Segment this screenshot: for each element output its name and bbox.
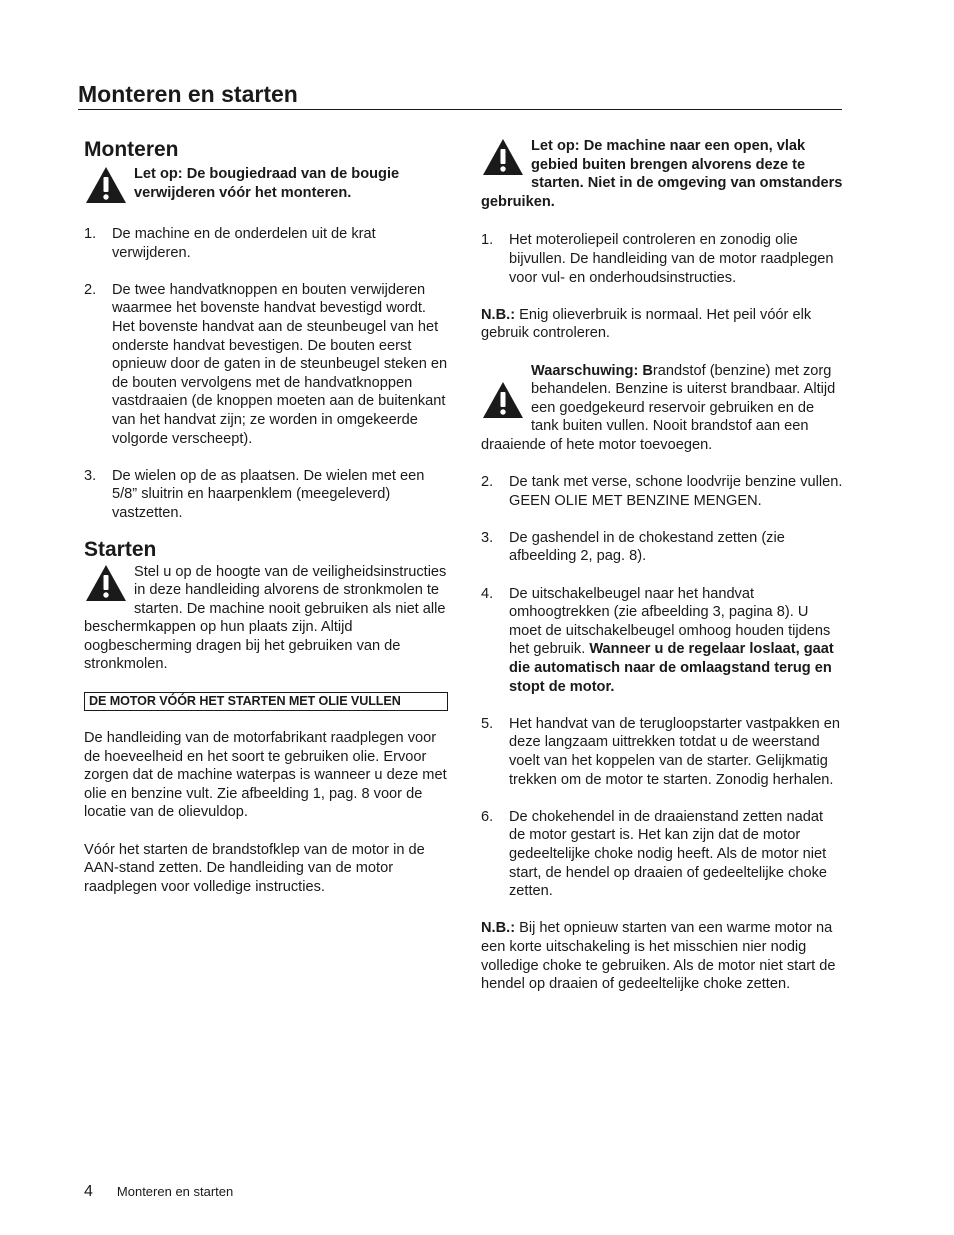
- step-number: 2.: [481, 474, 494, 491]
- warning-body: randstof (benzine) met zorg behandelen. Benzine is uiterst brandbaar. Altijd een goedgekeurd reservoir gebruiken en de tank buiten vullen. Nooit brandstof aan een draaiende of hete motor toevoegen.: [481, 362, 836, 453]
- list-item: [84, 467, 448, 523]
- step-number: 5.: [481, 715, 494, 732]
- starten-heading: Starten: [84, 537, 157, 561]
- note-text: Enig olieverbruik is normaal. Het peil vóór elk gebruik controleren.: [481, 306, 812, 342]
- left-column: [84, 137, 448, 896]
- step-text-bold: Wanneer u de regelaar loslaat, gaat die automatisch naar de omlaagstand terug en stopt de motor.: [509, 641, 834, 695]
- right-column: [481, 137, 843, 994]
- area-warning: [481, 137, 843, 211]
- list-item: [481, 529, 843, 566]
- list-item: [84, 225, 448, 262]
- step-text: Het handvat van de terugloopstarter vastpakken en deze langzaam uittrekken totdat u de weerstand voelt van het koppelen van de starter. Gelijkmatig trekken om de motor te starten. Zonodig herhalen.: [509, 715, 841, 788]
- page-footer: [84, 1183, 233, 1201]
- step-text: Het moteroliepeil controleren en zonodig olie bijvullen. De handleiding van de motor raadplegen voor vul- en onderhoudsinstructies.: [509, 232, 834, 286]
- footer-section-title: Monteren en starten: [116, 1184, 234, 1199]
- list-item: [481, 585, 843, 697]
- step-text: [509, 585, 843, 697]
- oil-paragraph-1: De handleiding van de motorfabrikant raadplegen voor de hoeveelheid en het soort te gebruiken olie. Ervoor zorgen dat de machine waterpas is wanneer u deze met olie en benzine vult. Zie afbeelding 1, pag. 8 voor de locatie van de olievuldop.: [84, 730, 447, 821]
- monteren-warning: [84, 165, 448, 205]
- list-item: [481, 231, 843, 287]
- warning-triangle-icon: [84, 165, 130, 205]
- step-text-regular: De uitschakelbeugel naar het handvat omhoogtrekken (zie afbeelding 3, pagina 8). U moet de uitschakelbeugel omhoog houden tijdens het gebruik.: [509, 585, 831, 658]
- list-item: [481, 808, 843, 901]
- warning-label: Waarschuwing: B: [531, 362, 653, 379]
- page-title: Monteren en starten: [78, 80, 842, 110]
- monteren-heading: Monteren: [84, 138, 179, 161]
- monteren-steps: [84, 225, 448, 523]
- step-text: De chokehendel in de draaienstand zetten nadat de motor gestart is. Het kan zijn dat de motor gedeeltelijke choke nodig heeft. Als de motor niet start, de hendel op draaien of gedeeltelijke choke zetten.: [509, 808, 828, 900]
- step-text: De machine en de onderdelen uit de krat verwijderen.: [112, 226, 376, 261]
- area-warning-text: Let op: De machine naar een open, vlak gebied buiten brengen alvorens deze te starten. Niet in de omgeving van omstanders gebruiken.: [481, 138, 843, 210]
- step-text: De wielen op de as plaatsen. De wielen met een 5/8” sluitrin en haarpenklem (meegeleverd) vastzetten.: [112, 467, 425, 521]
- note-warm-start: [481, 919, 843, 993]
- starten-warning-text: Stel u op de hoogte van de veiligheidsinstructies in deze handleiding alvorens de stronkmolen te starten. De machine nooit gebruiken als niet alle beschermkappen op hun plaats zijn. Altijd oogbescherming dragen bij het gebruiken van de stronkmolen.: [84, 563, 447, 673]
- page-number: 4: [84, 1183, 93, 1200]
- step-number: 1.: [481, 232, 494, 249]
- step-number: 3.: [84, 467, 97, 484]
- note-label: N.B.:: [481, 306, 516, 323]
- note-oil-consumption: [481, 306, 843, 343]
- oil-instruction-box: DE MOTOR VÓÓR HET STARTEN MET OLIE VULLEN: [84, 692, 448, 711]
- step-text: De tank met verse, schone loodvrije benzine vullen. GEEN OLIE MET BENZINE MENGEN.: [509, 474, 843, 509]
- step-number: 6.: [481, 808, 494, 825]
- list-item: [481, 715, 843, 789]
- warning-triangle-icon: [481, 380, 527, 420]
- monteren-warning-text: Let op: De bougiedraad van de bougie verwijderen vóór het monteren.: [134, 166, 400, 201]
- step-number: 2.: [84, 281, 97, 298]
- fuel-warning-text: [481, 362, 843, 455]
- warning-triangle-icon: [84, 563, 130, 603]
- step-number: 4.: [481, 585, 494, 602]
- list-item: [84, 281, 448, 448]
- step-text: De twee handvatknoppen en bouten verwijderen waarmee het bovenste handvat bevestigd wordt. Het bovenste handvat aan de steunbeugel van het onderste handvat bevestigen. De bouten eerst opnieuw door de gaten in de steunbeugel steken en de bouten vervolgens met de handvatknoppen vastdraaien (de knoppen moeten aan de buitenkant van het handvat zijn; ze worden in omgekeerde volgorde verscheept).: [112, 281, 448, 447]
- step-number: 1.: [84, 226, 97, 242]
- step-number: 3.: [481, 529, 494, 546]
- step-text: De gashendel in de chokestand zetten (zie afbeelding 2, pag. 8).: [509, 529, 785, 565]
- starten-warning: [84, 563, 448, 675]
- oil-paragraph-2: Vóór het starten de brandstofklep van de motor in de AAN-stand zetten. De handleiding van de motor raadplegen voor volledige instructies.: [84, 841, 425, 895]
- note-text: Bij het opnieuw starten van een warme motor na een korte uitschakeling is het misschien nier nodig volledige choke te gebruiken. Als de motor niet start de hendel op draaien of gedeeltelijke choke zetten.: [481, 920, 836, 993]
- list-item: [481, 473, 843, 510]
- note-label: N.B.:: [481, 920, 516, 937]
- fuel-warning: [481, 362, 843, 455]
- warning-triangle-icon: [481, 137, 527, 177]
